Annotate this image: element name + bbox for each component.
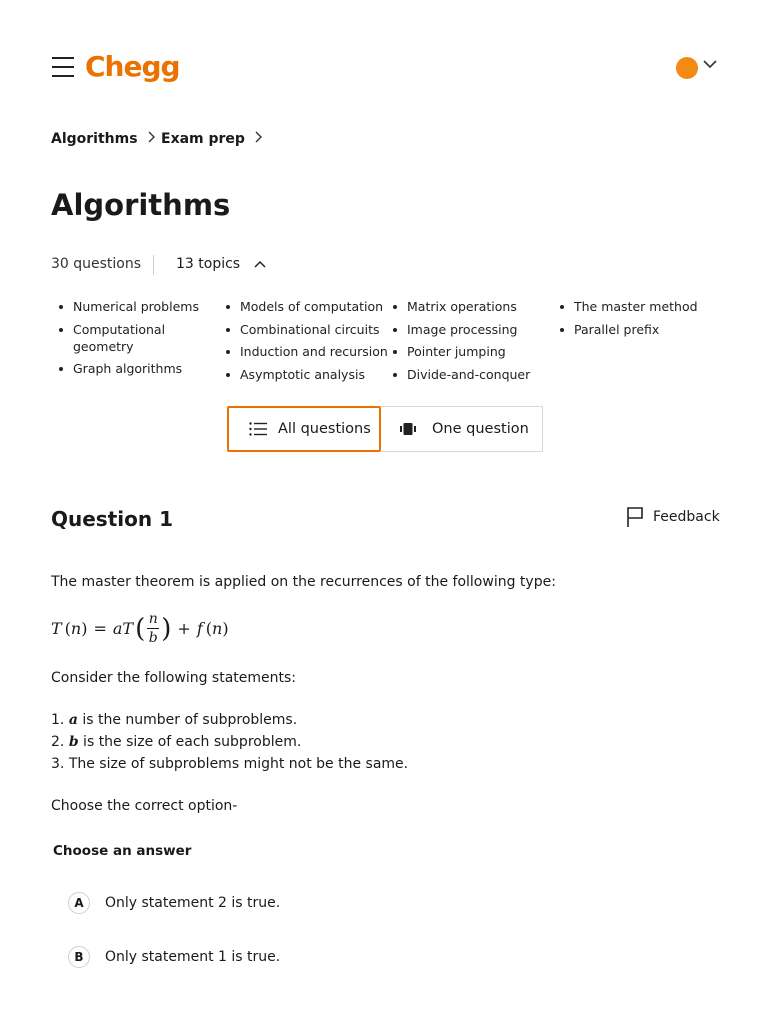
topic-item[interactable]: Parallel prefix [552, 321, 732, 338]
statement-3: 3. The size of subproblems might not be the same. [51, 756, 409, 772]
chevron-right-icon [144, 131, 156, 147]
topic-item[interactable]: Pointer jumping [385, 343, 555, 360]
chegg-logo[interactable]: Chegg [85, 50, 180, 83]
topics-list-col4 [552, 298, 732, 343]
topic-item[interactable]: Graph algorithms [51, 360, 211, 377]
flag-icon [626, 506, 644, 528]
answer-option-b[interactable]: B Only statement 1 is true. [68, 946, 280, 968]
breadcrumb-item-exam-prep[interactable]: Exam prep [161, 131, 263, 147]
list-icon [249, 422, 267, 436]
hamburger-menu-icon[interactable] [52, 57, 76, 79]
statement-1: 1. a is the number of subproblems. [51, 712, 298, 728]
topics-count: 13 topics [176, 256, 241, 272]
question-title: Question 1 [51, 507, 173, 531]
topic-item[interactable]: Matrix operations [385, 298, 555, 315]
chevron-down-icon[interactable] [703, 58, 717, 73]
topic-item[interactable]: Computational geometry [51, 321, 211, 355]
topic-item[interactable]: Divide-and-conquer [385, 366, 555, 383]
option-letter-badge: A [68, 892, 90, 914]
topic-item[interactable]: The master method [552, 298, 732, 315]
page-title: Algorithms [51, 188, 231, 222]
topic-item[interactable]: Image processing [385, 321, 555, 338]
option-letter-badge: B [68, 946, 90, 968]
fraction: $\frac{n}{b}$ [148, 611, 158, 646]
statement-2: 2. b is the size of each subproblem. [51, 734, 302, 750]
topic-item[interactable]: Models of computation [218, 298, 388, 315]
topics-list-col3 [385, 298, 555, 388]
answer-option-a[interactable]: A Only statement 2 is true. [68, 892, 280, 914]
recurrence-formula: T ( n ) = aT ( $\frac{n}{b}$ ) + f ( n ) [51, 611, 229, 646]
one-question-button[interactable]: One question [381, 406, 543, 452]
user-avatar-icon[interactable] [676, 57, 698, 79]
feedback-button[interactable]: Feedback [626, 506, 720, 528]
consider-text: Consider the following statements: [51, 670, 297, 686]
questions-count: 30 questions [51, 256, 142, 272]
topic-item[interactable]: Combinational circuits [218, 321, 388, 338]
question-intro: The master theorem is applied on the recurrences of the following type: [51, 574, 556, 590]
topics-list-col1 [51, 298, 211, 383]
single-card-icon [400, 423, 416, 435]
choose-option-text: Choose the correct option- [51, 798, 238, 814]
breadcrumb-item-algorithms[interactable]: Algorithms [51, 131, 156, 147]
topic-item[interactable]: Numerical problems [51, 298, 211, 315]
chevron-up-icon [250, 257, 266, 271]
topic-item[interactable]: Asymptotic analysis [218, 366, 388, 383]
chevron-right-icon [251, 131, 263, 147]
topics-toggle[interactable] [176, 256, 266, 272]
all-questions-button[interactable]: All questions [227, 406, 381, 452]
topics-list-col2 [218, 298, 388, 388]
topic-item[interactable]: Induction and recursion [218, 343, 388, 360]
meta-divider [153, 255, 154, 275]
choose-answer-heading: Choose an answer [53, 843, 192, 859]
